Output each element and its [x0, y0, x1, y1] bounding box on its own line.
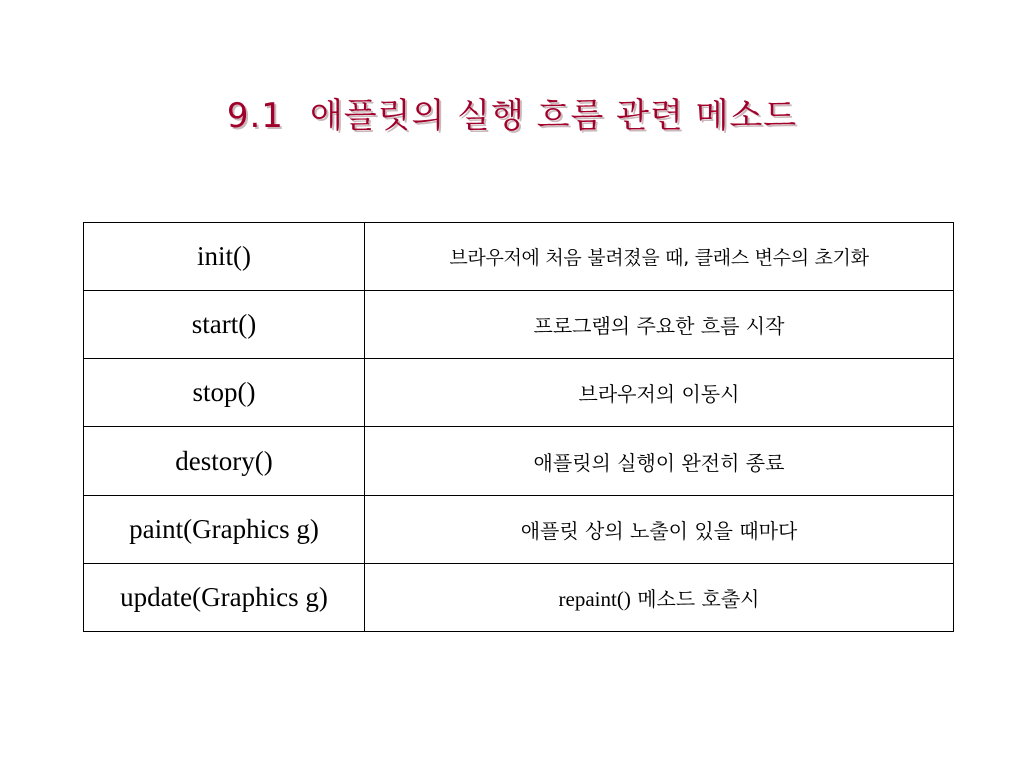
method-description	[365, 563, 954, 631]
description-text: 메소드 호출시	[637, 586, 760, 611]
table-row	[84, 291, 954, 359]
method-name: update(Graphics g)	[84, 563, 365, 631]
method-name: destory()	[84, 427, 365, 495]
method-name: init()	[84, 223, 365, 291]
methods-table	[83, 222, 954, 632]
table-row	[84, 223, 954, 291]
slide-title	[0, 88, 1024, 137]
description-code: repaint()	[558, 586, 631, 611]
table-row	[84, 427, 954, 495]
method-description: 브라우저에 처음 불려졌을 때, 클래스 변수의 초기화	[365, 223, 954, 291]
table-row	[84, 563, 954, 631]
method-name: paint(Graphics g)	[84, 495, 365, 563]
method-description: 애플릿의 실행이 완전히 종료	[365, 427, 954, 495]
table-row	[84, 359, 954, 427]
method-description: 애플릿 상의 노출이 있을 때마다	[365, 495, 954, 563]
method-description: 브라우저의 이동시	[365, 359, 954, 427]
title-number: 9.1	[226, 96, 284, 136]
method-name: start()	[84, 291, 365, 359]
table-row	[84, 495, 954, 563]
title-text: 애플릿의 실행 흐름 관련 메소드	[309, 96, 798, 136]
method-description: 프로그램의 주요한 흐름 시작	[365, 291, 954, 359]
method-name: stop()	[84, 359, 365, 427]
